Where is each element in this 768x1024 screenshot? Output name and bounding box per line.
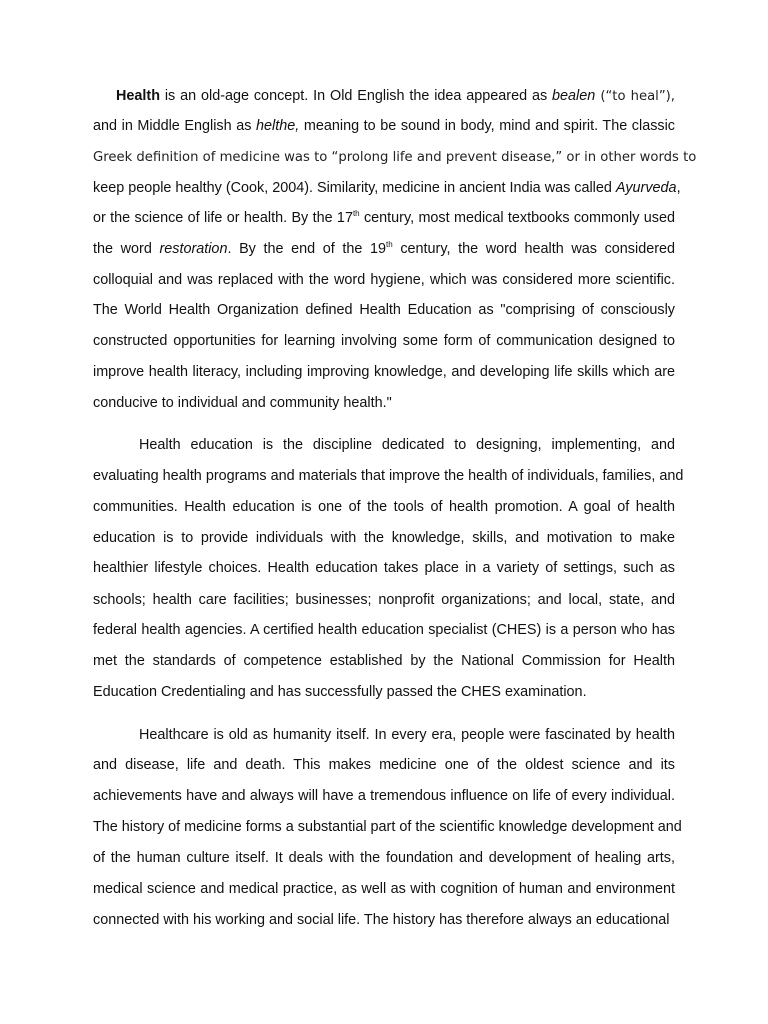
text-run: Healthcare is old as humanity itself. In every era, people were fascinated by health	[139, 727, 675, 743]
italic-term: Ayurveda	[615, 180, 677, 196]
text-run: conducive to individual and community health."	[93, 395, 392, 411]
text-line	[93, 651, 675, 671]
text-run: improve health literacy, including improving knowledge, and developing life skills which are	[93, 364, 675, 380]
text-line	[116, 86, 675, 107]
text-line	[93, 817, 682, 837]
text-run: constructed opportunities for learning involving some form of communication designed to	[93, 333, 675, 349]
text-line	[93, 300, 675, 320]
text-line	[93, 590, 675, 610]
text-line	[139, 435, 675, 455]
text-run: achievements have and always will have a tremendous influence on life of every individual.	[93, 788, 675, 804]
text-line	[93, 178, 681, 198]
text-line	[93, 147, 697, 168]
text-run: federal health agencies. A certified health education specialist (CHES) is a person who has	[93, 622, 675, 638]
text-run: or the science of life or health. By the 17	[93, 210, 353, 226]
italic-term: restoration	[159, 241, 228, 257]
text-run: meaning to be sound in body, mind and spirit. The classic	[299, 118, 675, 134]
text-line	[93, 208, 675, 228]
italic-term: helthe,	[256, 118, 300, 134]
text-line	[139, 725, 675, 745]
text-run: colloquial and was replaced with the word hygiene, which was considered more scientific.	[93, 272, 675, 288]
text-run: The history of medicine forms a substantial part of the scientific knowledge development and	[93, 819, 682, 835]
text-run: the word	[93, 241, 160, 257]
text-run: of the human culture itself. It deals with the foundation and development of healing arts,	[93, 850, 675, 866]
text-run: century, the word health was considered	[392, 241, 675, 257]
text-run: medical science and medical practice, as well as with cognition of human and environment	[93, 881, 675, 897]
text-line	[93, 620, 675, 640]
text-line	[93, 786, 675, 806]
text-run: and in Middle English as	[93, 118, 257, 134]
text-run: is an old-age concept. In Old English the idea appeared as	[159, 88, 553, 104]
text-run: Health education is the discipline dedicated to designing, implementing, and	[139, 437, 675, 453]
text-line	[93, 497, 675, 517]
text-run: The World Health Organization defined Health Education as "comprising of consciously	[93, 302, 675, 318]
text-line	[93, 879, 675, 899]
text-run: century, most medical textbooks commonly used	[359, 210, 675, 226]
text-run: evaluating health programs and materials that improve the health of individuals, families, and	[93, 468, 684, 484]
text-line	[93, 910, 675, 930]
text-run: Greek definition of medicine was to “prolong life and prevent disease,” or in other words to	[93, 150, 697, 165]
text-line	[93, 755, 675, 775]
text-line	[93, 848, 675, 868]
bold-term: Health	[116, 88, 160, 104]
text-run: met the standards of competence established by the National Commission for Health	[93, 653, 675, 669]
superscript: th	[352, 209, 360, 218]
text-line	[93, 239, 675, 259]
text-run: keep people healthy (Cook, 2004). Similarity, medicine in ancient India was called	[93, 180, 616, 196]
text-run: education is to provide individuals with the knowledge, skills, and motivation to make	[93, 530, 675, 546]
text-run: ,	[676, 180, 681, 196]
text-run: (“to heal”),	[595, 89, 675, 104]
text-run: . By the end of the 19	[227, 241, 387, 257]
text-line	[93, 270, 675, 290]
text-run: healthier lifestyle choices. Health education takes place in a variety of settings, such as	[93, 560, 675, 576]
superscript: th	[386, 240, 393, 249]
text-line	[93, 116, 675, 136]
text-line	[93, 393, 675, 413]
text-line	[93, 558, 675, 578]
italic-term: bealen	[552, 88, 596, 104]
text-line	[93, 466, 684, 486]
text-line	[93, 682, 675, 702]
text-line	[93, 528, 675, 548]
text-line	[93, 362, 675, 382]
text-run: communities. Health education is one of the tools of health promotion. A goal of health	[93, 499, 675, 515]
text-run: and disease, life and death. This makes medicine one of the oldest science and its	[93, 757, 675, 773]
text-run: connected with his working and social life. The history has therefore always an educational	[93, 912, 670, 928]
text-run: Education Credentialing and has successfully passed the CHES examination.	[93, 684, 587, 700]
text-line	[93, 331, 675, 351]
text-run: schools; health care facilities; businesses; nonprofit organizations; and local, state, and	[93, 592, 675, 608]
